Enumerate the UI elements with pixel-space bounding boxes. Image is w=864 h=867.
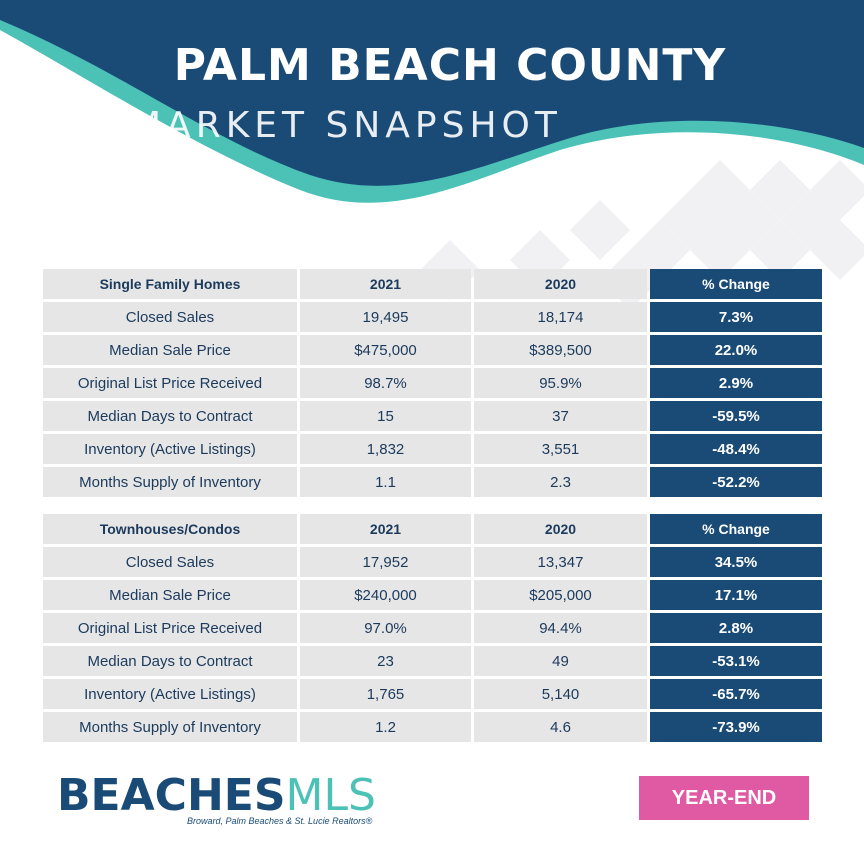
value-2020: 13,347 <box>474 547 647 577</box>
logo-wordmark <box>57 770 376 821</box>
single-family-table <box>40 266 825 500</box>
metric-label: Inventory (Active Listings) <box>43 434 297 464</box>
value-2021: 1.2 <box>300 712 471 742</box>
percent-change-header: % Change <box>650 269 822 299</box>
percent-change: 22.0% <box>650 335 822 365</box>
percent-change: -48.4% <box>650 434 822 464</box>
beaches-mls-logo <box>57 770 377 830</box>
percent-change: 34.5% <box>650 547 822 577</box>
table-row <box>43 580 822 610</box>
value-2021: $240,000 <box>300 580 471 610</box>
percent-change: -59.5% <box>650 401 822 431</box>
value-2020: 37 <box>474 401 647 431</box>
table-row <box>43 368 822 398</box>
metric-label: Median Days to Contract <box>43 401 297 431</box>
percent-change: 2.9% <box>650 368 822 398</box>
townhouses-condos-table <box>40 511 825 745</box>
value-2021: 97.0% <box>300 613 471 643</box>
metric-label: Inventory (Active Listings) <box>43 679 297 709</box>
metric-label: Months Supply of Inventory <box>43 467 297 497</box>
value-2021: 1.1 <box>300 467 471 497</box>
value-2020: 5,140 <box>474 679 647 709</box>
table-row <box>43 302 822 332</box>
table-row <box>43 679 822 709</box>
percent-change: 2.8% <box>650 613 822 643</box>
percent-change: -73.9% <box>650 712 822 742</box>
page-subtitle: MARKET SNAPSHOT <box>130 105 562 146</box>
logo-tagline: Broward, Palm Beaches & St. Lucie Realtors® <box>187 816 373 826</box>
year-end-badge: YEAR-END <box>639 776 809 820</box>
logo-part-beaches: BEACHES <box>57 770 286 821</box>
metric-label: Closed Sales <box>43 302 297 332</box>
metric-label: Median Days to Contract <box>43 646 297 676</box>
value-2021: 98.7% <box>300 368 471 398</box>
value-2020: $389,500 <box>474 335 647 365</box>
percent-change: 17.1% <box>650 580 822 610</box>
value-2021: 19,495 <box>300 302 471 332</box>
metric-label: Original List Price Received <box>43 368 297 398</box>
category-header: Townhouses/Condos <box>43 514 297 544</box>
value-2021: 1,765 <box>300 679 471 709</box>
logo-part-mls: MLS <box>285 770 376 821</box>
metric-label: Months Supply of Inventory <box>43 712 297 742</box>
value-2021: 23 <box>300 646 471 676</box>
value-2020: 2.3 <box>474 467 647 497</box>
value-2020: 3,551 <box>474 434 647 464</box>
percent-change-header: % Change <box>650 514 822 544</box>
value-2021: 15 <box>300 401 471 431</box>
metric-label: Closed Sales <box>43 547 297 577</box>
year-2021-header: 2021 <box>300 514 471 544</box>
percent-change: -65.7% <box>650 679 822 709</box>
metric-label: Median Sale Price <box>43 580 297 610</box>
value-2020: $205,000 <box>474 580 647 610</box>
value-2020: 94.4% <box>474 613 647 643</box>
table-row <box>43 547 822 577</box>
year-2021-header: 2021 <box>300 269 471 299</box>
value-2020: 4.6 <box>474 712 647 742</box>
table-header-row <box>43 514 822 544</box>
year-2020-header: 2020 <box>474 269 647 299</box>
percent-change: -53.1% <box>650 646 822 676</box>
table-row <box>43 712 822 742</box>
year-2020-header: 2020 <box>474 514 647 544</box>
category-header: Single Family Homes <box>43 269 297 299</box>
table-row <box>43 401 822 431</box>
table-header-row <box>43 269 822 299</box>
value-2021: 1,832 <box>300 434 471 464</box>
value-2020: 18,174 <box>474 302 647 332</box>
percent-change: -52.2% <box>650 467 822 497</box>
value-2020: 95.9% <box>474 368 647 398</box>
metric-label: Original List Price Received <box>43 613 297 643</box>
table-row <box>43 467 822 497</box>
page-title: PALM BEACH COUNTY <box>173 40 727 91</box>
table-row <box>43 434 822 464</box>
table-row <box>43 646 822 676</box>
value-2021: $475,000 <box>300 335 471 365</box>
percent-change: 7.3% <box>650 302 822 332</box>
table-row <box>43 613 822 643</box>
value-2021: 17,952 <box>300 547 471 577</box>
value-2020: 49 <box>474 646 647 676</box>
metric-label: Median Sale Price <box>43 335 297 365</box>
table-row <box>43 335 822 365</box>
